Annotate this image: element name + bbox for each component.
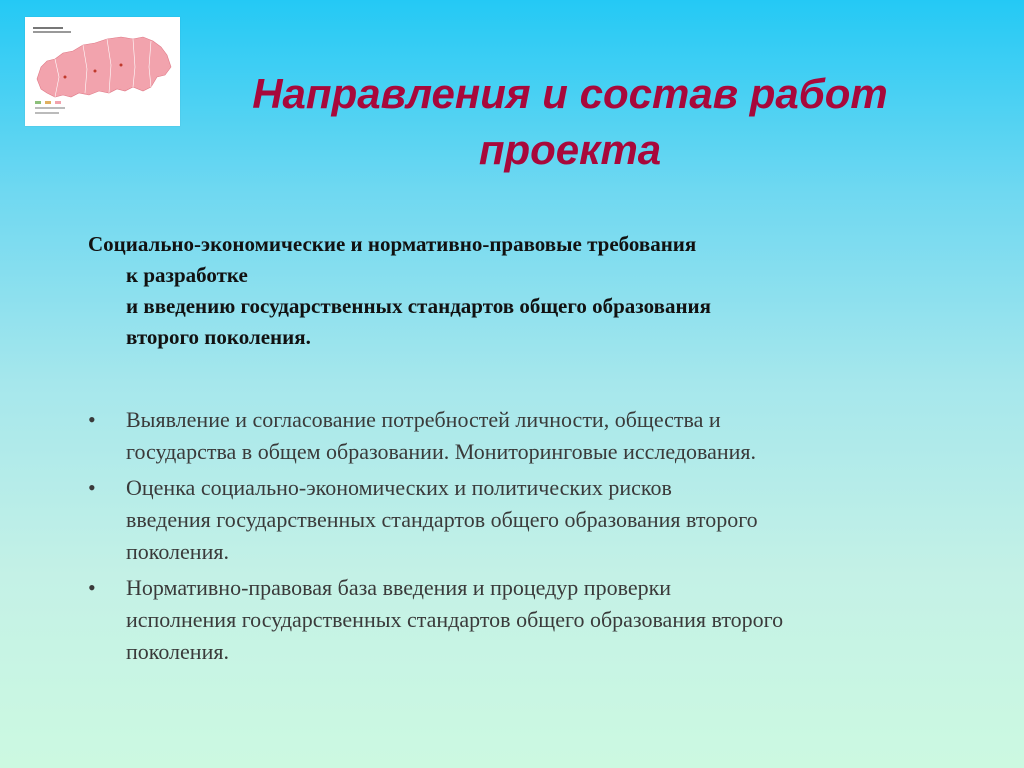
intro-line: к разработке [126,263,248,287]
bullet-icon: • [88,407,96,432]
list-item [88,404,988,468]
bullet-line: поколения. [126,539,229,564]
title-line: Направления и состав работ [252,70,888,117]
intro-paragraph [88,229,988,353]
intro-line: Социально-экономические и нормативно-правовые требования [88,232,697,256]
bullet-line: государства в общем образовании. Мониторинговые исследования. [126,439,757,464]
intro-line: и введению государственных стандартов общего образования [126,294,712,318]
slide-title [190,66,950,178]
bullet-list [88,404,988,672]
map-image [25,17,180,126]
bullet-text [126,404,988,468]
bullet-icon: • [88,575,96,600]
bullet-text [126,472,988,568]
bullet-line: поколения. [126,639,229,664]
intro-line: второго поколения. [126,325,311,349]
bullet-line: Выявление и согласование потребностей личности, общества и [126,407,721,432]
list-item [88,572,988,668]
bullet-line: Оценка социально-экономических и политических рисков [126,475,672,500]
bullet-line: исполнения государственных стандартов общего образования второго [126,607,784,632]
bullet-icon: • [88,475,96,500]
russia-map-thumbnail [25,17,180,126]
title-line: проекта [478,126,662,173]
bullet-line: Нормативно-правовая база введения и процедур проверки [126,575,672,600]
list-item [88,472,988,568]
bullet-text [126,572,988,668]
bullet-line: введения государственных стандартов общего образования второго [126,507,758,532]
